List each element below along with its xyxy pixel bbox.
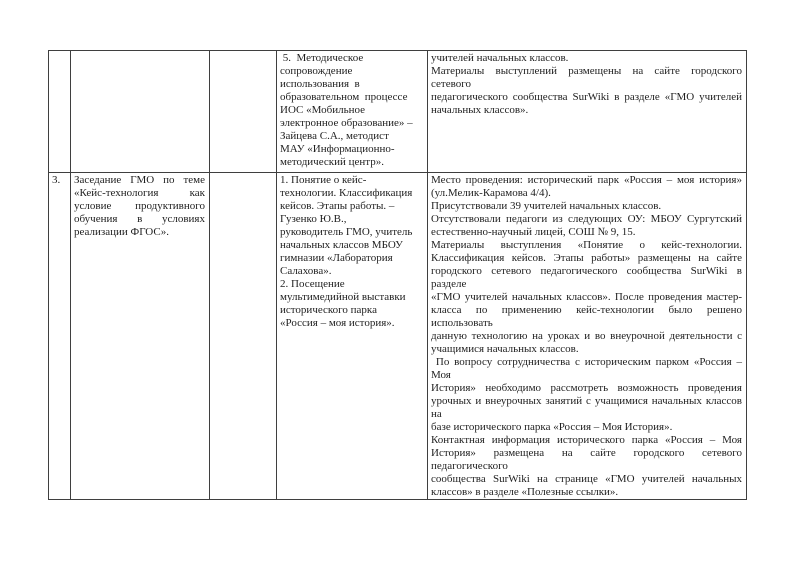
topic-cell: Заседание ГМО по теме «Кейс-технология как условие продуктивного обучения в условиях реализации ФГОС». (71, 173, 210, 500)
gmo-meetings-table (48, 50, 747, 500)
table-row-continuation (49, 51, 747, 173)
date-cell (210, 173, 277, 500)
row-number-cell (49, 51, 71, 173)
results-cell: Место проведения: исторический парк «Россия – моя история» (ул.Мелик-Карамова 4/4). Присутствовали 39 учителей начальных классов. Отсутствовали педагоги из следующих ОУ: МБОУ Сургутский естественно-научный лицей, СОШ № 9, 15. Материалы выступления «Понятие о кейс-технологии. Классификация кейсов. Этапы работы» размещены на сайте городского сетевого педагогического сообщества SurWiki в разделе «ГМО учителей начальных классов». После проведения мастер- класса по применению кейс-технологии было решено использовать данную технологию на уроках и во внеурочной деятельности с учащимися начальных классов. По вопросу сотрудничества с историческим парком «Россия – Моя История» необходимо рассмотреть возможность проведения урочных и внеурочных занятий с учащимися начальных классов на базе исторического парка «Россия – Моя История». Контактная информация исторического парка «Россия – Моя История» размещена на сайте городского сетевого педагогического сообщества SurWiki на странице «ГМО учителей начальных классов» в разделе «Полезные ссылки». (428, 173, 747, 500)
agenda-cell: 5. Методическое сопровождение использования в образовательном процессе ИОС «Мобильное электронное образование» – Зайцева С.А., методист МАУ «Информационно- методический центр». (277, 51, 428, 173)
results-cell: учителей начальных классов. Материалы выступлений размещены на сайте городского сетевого педагогического сообщества SurWiki в разделе «ГМО учителей начальных классов». (428, 51, 747, 173)
agenda-cell: 1. Понятие о кейс- технологии. Классификация кейсов. Этапы работы. – Гузенко Ю.В., руководитель ГМО, учитель начальных классов МБОУ гимназии «Лаборатория Салахова». 2. Посещение мультимедийной выставки исторического парка «Россия – моя история». (277, 173, 428, 500)
topic-cell (71, 51, 210, 173)
row-number-cell: 3. (49, 173, 71, 500)
table-row-meeting-3 (49, 173, 747, 500)
date-cell (210, 51, 277, 173)
